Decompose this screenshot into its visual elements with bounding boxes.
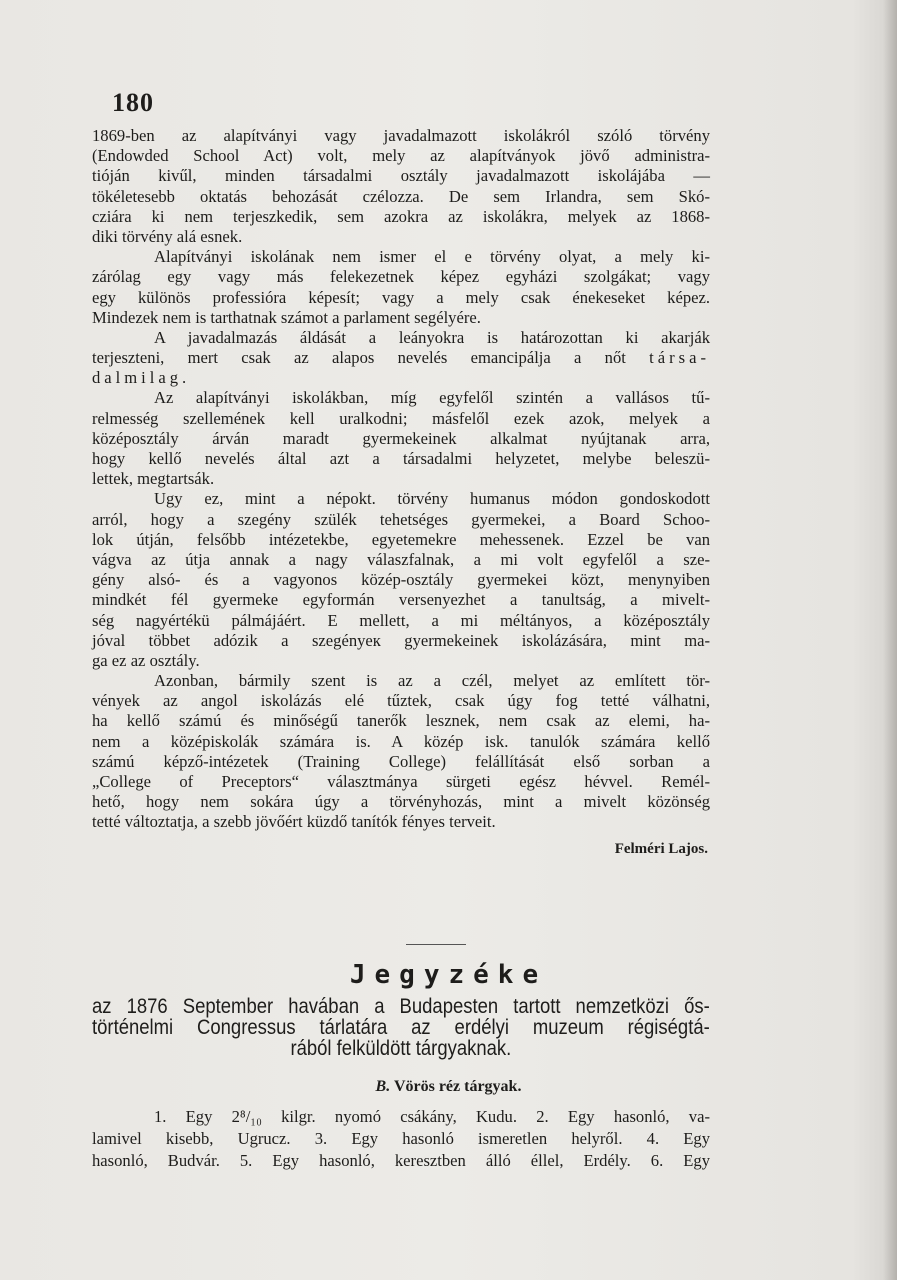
article-body [92,126,710,859]
item-line: hasonló, Budvár. 5. Egy hasonló, keresztben álló éllel, Erdély. 6. Egy [92,1151,710,1170]
text-line: diki törvény alá esnek. [92,226,243,246]
text-line: számú képző-intézetek (Training College) felállítását első sorban a [92,751,710,771]
text-line: egy különös professióra képesít; vagy a mely csak énekeseket képez. [92,287,710,307]
paragraph-5 [92,489,710,671]
paragraph-4 [92,388,710,489]
text-line: nem a középiskolák számára is. A közép isk. tanulók számára kellő [92,731,710,751]
text-line: ha kellő számú és minőségű tanerők lesznek, nem csak az elemi, ha- [92,711,710,731]
text-fragment: terjeszteni, mert csak az alapos nevelés emancipálja a nőt [92,348,626,368]
text-line: tetté változtatja, a szebb jövőért küzdő tanítók fényes terveit. [92,812,496,832]
text-line: középosztály árván maradt gyermekeinek alkalmat nyújtanak arra, [92,428,710,448]
paragraph-6 [92,671,710,833]
text-line: hogy kellő nevelés által azt a társadalmi helyzetet, melybe beleszü- [92,449,710,468]
paragraph-1 [92,126,710,247]
text-line: tökéletesebb oktatás behozását czélozza. De sem Irlandra, sem Skó- [92,186,710,206]
divider-rule [406,944,466,945]
item-line: lamivel kisebb, Ugrucz. 3. Egy hasonló ismeretlen helyről. 4. Egy [92,1129,710,1148]
text-line: 1869-ben az alapítványi vagy javadalmazott iskolákról szóló törvény [92,126,710,145]
paragraph-3 [92,328,710,389]
text-line: Az alapítványi iskolákban, míg egyfelől szintén a vallásos tű- [154,388,710,408]
text-line: gény alsó- és a vagyonos közép-osztály gyermekei közt, menynyiben [92,570,710,590]
subtitle-line: történelmi Congressus tárlatára az erdélyi muzeum régiségtá- [92,1016,710,1039]
spaced-word: dalmilag. [92,368,191,388]
text-line: mindkét fél gyermeke egyformán versenyezhet a tanultság, a mivelt- [92,590,710,610]
text-line: tióján kivűl, minden társadalmi osztály javadalmazott iskolájába — [92,166,710,186]
text-line: lettek, megtartsák. [92,469,215,489]
paragraph-2 [92,247,710,328]
list-subtitle [92,996,710,1059]
text-line: Ugy ez, mint a népokt. törvény humanus módon gondoskodott [154,489,710,509]
text-line: vágva az útja annak a nagy válaszfalnak, a mi volt egyfelől a sze- [92,549,710,569]
item-list [92,1106,710,1172]
text-line: Azonban, bármily szent is az a czél, melyet az említett tör- [154,671,710,691]
spaced-word: társa- [649,348,710,368]
text-line: Mindezek nem is tarthatnak számot a parlament segélyére. [92,307,481,327]
text-line: „College of Preceptors“ választmánya sürgeti egész hévvel. Remél- [92,772,710,791]
text-line: vények az angol iskolázás elé tűztek, csak úgy fog tetté válhatni, [92,691,710,711]
text-line: A javadalmazás áldását a leányokra is határozottan ki akarják [154,327,710,347]
author-signature: Felméri Lajos. [614,840,708,857]
text-line: hető, hogy nem sokára úgy a törvényhozás, mint a mivelt közönség [92,792,710,812]
section-letter: B. [375,1078,391,1095]
text-line: cziára ki nem terjeszkedik, sem azokra az iskolákra, melyek az 1868- [92,206,710,226]
text-line: zárólag egy vagy más felekezetnek képez egyházi szolgákat; vagy [92,267,710,287]
text-line: jóval többet adózik a szegényeк gyermekeinek iskolázására, mint ma- [92,630,710,650]
text-line [92,348,710,368]
list-title: Jegyzéke [349,960,548,990]
text-line: Alapítványi iskolának nem ismer el e törvény olyat, a mely ki- [154,247,710,267]
section-heading [0,1078,897,1096]
text-line: arról, hogy a szegény szülék tehetséges gyermekei, a Board Schoo- [92,509,710,529]
text-line: lok útján, felsőbb intézetekbe, egyetemekre mehessenek. Ezzel be van [92,529,710,549]
text-line: relmesség szellemének kell uralkodni; másfelől ezek azok, melyek a [92,408,710,428]
item-line: 1. Egy 2⁸/₁₀ kilgr. nyomó csákány, Kudu. 2. Egy hasonló, va- [154,1107,710,1126]
page-number: 180 [112,88,154,117]
section-title: Vörös réz tárgyak. [393,1078,522,1095]
subtitle-line: az 1876 September havában a Budapesten tartott nemzetközi ős- [92,995,710,1018]
subtitle-line: rából felküldött tárgyaknak. [290,1037,512,1060]
text-line: ga ez az osztály. [92,650,200,670]
text-line: ség nagyértékü pálmájáért. E mellett, a mi méltányos, a középosztály [92,610,710,630]
text-line: (Endowded School Act) volt, mely az alapítványok jövő administra- [92,146,710,166]
